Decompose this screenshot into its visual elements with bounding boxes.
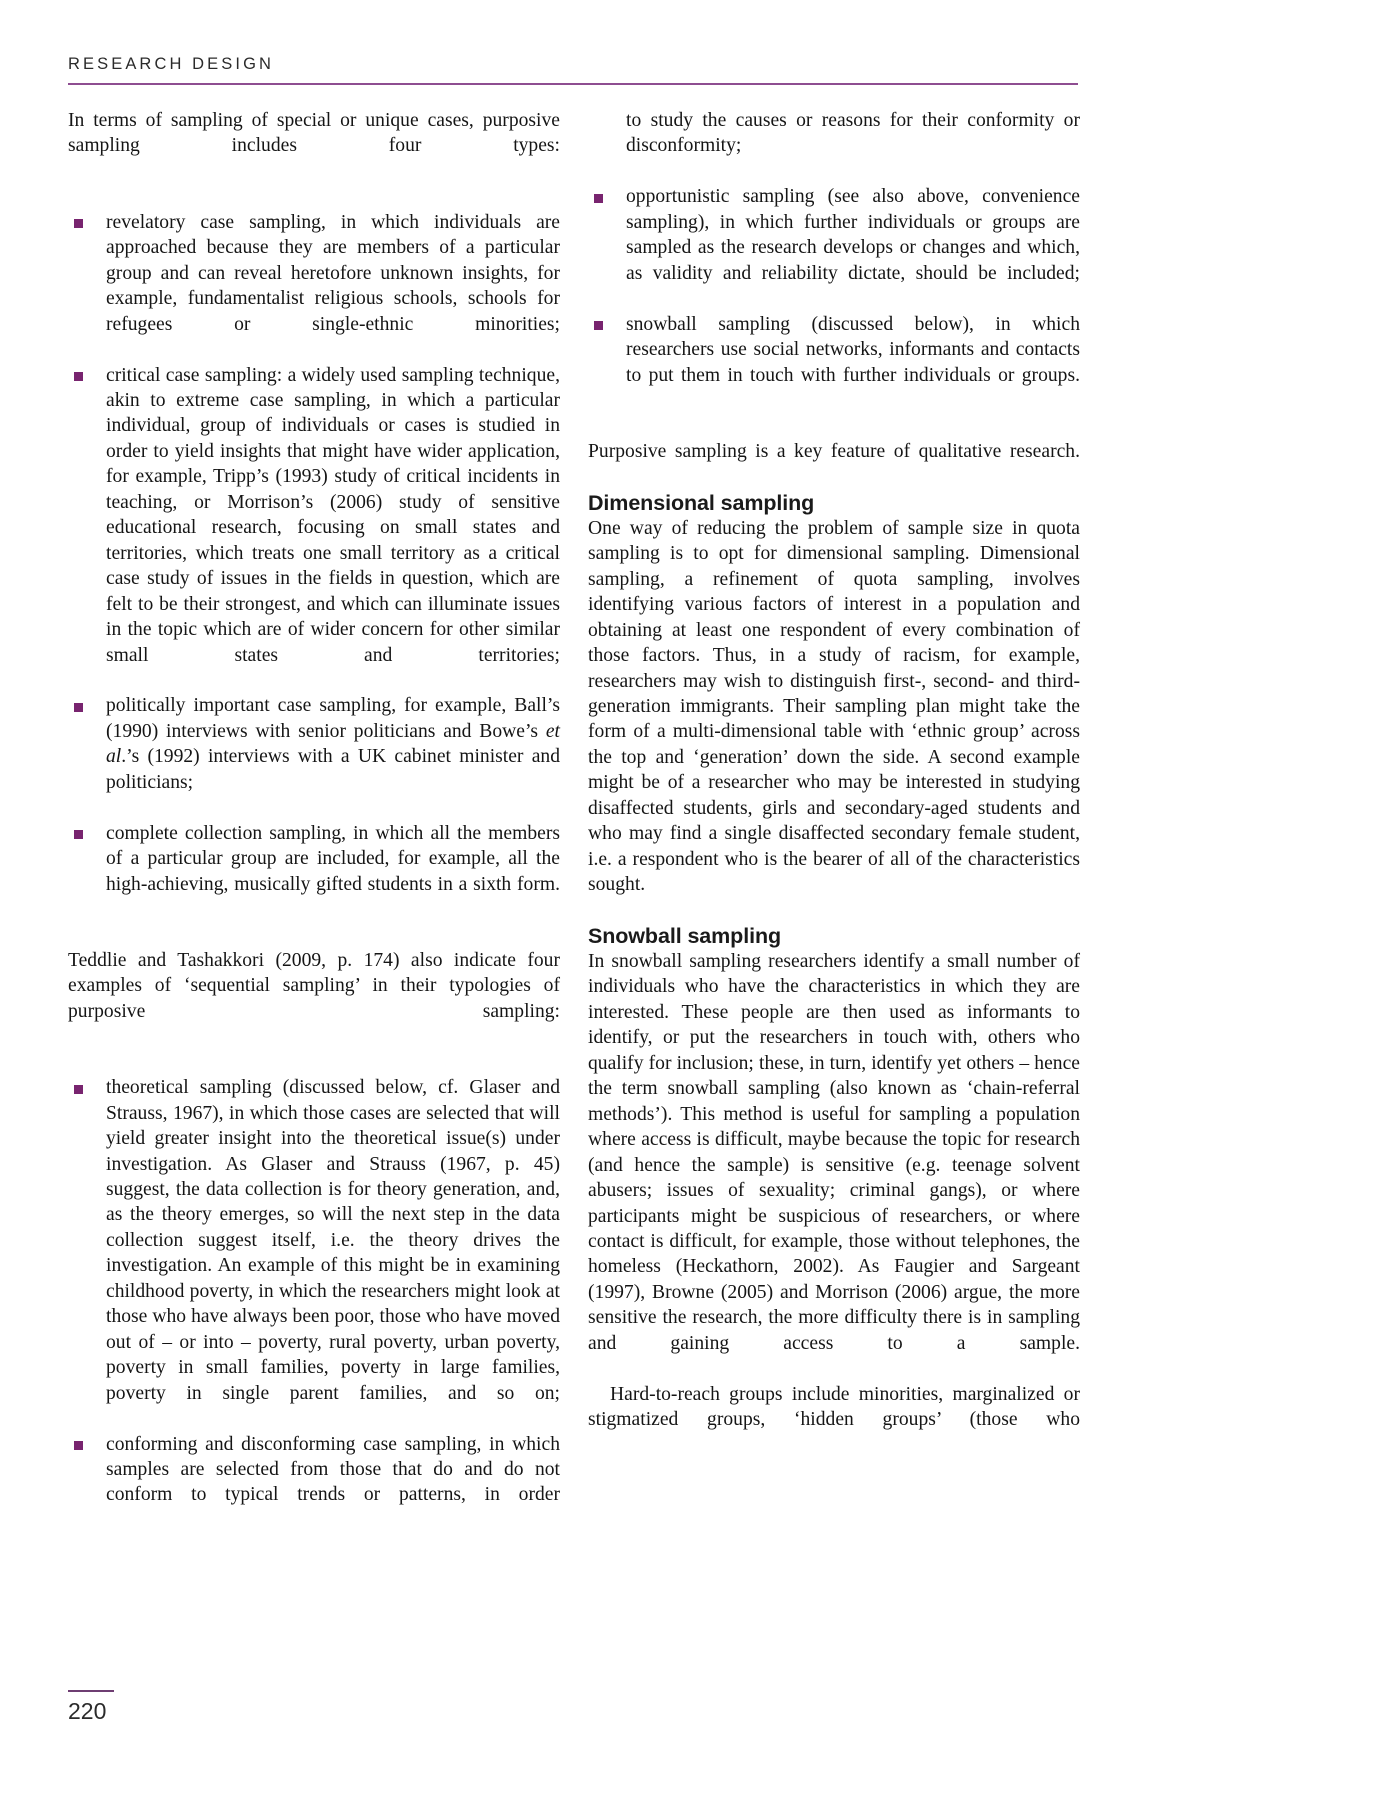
- bullet-square-icon: [74, 219, 83, 228]
- list-item: [68, 1075, 560, 1431]
- list-item-text: critical case sampling: a widely used sampling technique, akin to extreme case sampling, in which a particular individual, group of individuals or cases is studied in order to yield insights that might have wider application, for example, Tripp’s (1993) study of critical incidents in teaching, or Morrison’s (2006) study of sensitive educational research, focusing on small states and territories, which treats one small territory as a critical case study of issues in the fields in question, which are felt to be their strongest, and which can illuminate issues in the topic which are of wider concern for other similar small states and territories;: [106, 364, 560, 666]
- list-item: [588, 312, 1080, 414]
- folio-block: [68, 1690, 114, 1723]
- list-item-text: revelatory case sampling, in which individuals are approached because they are members of a particular group and can reveal heretofore unknown insights, for example, fundamentalist religious schools, schools for refugees or single-ethnic minorities;: [106, 211, 560, 335]
- folio-rule: [68, 1690, 114, 1692]
- list-item: [68, 363, 560, 694]
- list-item-politically-important: [68, 693, 560, 820]
- left-column: [68, 108, 560, 1533]
- list-item-text: snowball sampling (discussed below), in which researchers use social networks, informants and contacts to put them in touch with further individuals or groups.: [626, 313, 1080, 386]
- running-head-rule: [68, 83, 1078, 85]
- list-item-text: conforming and disconforming case sampling, in which samples are selected from those that do and do not conform to typical trends or patterns, in order: [106, 1433, 560, 1506]
- list-item: [588, 184, 1080, 311]
- bullet-square-icon: [74, 703, 83, 712]
- running-head-title: RESEARCH DESIGN: [68, 55, 275, 73]
- sequential-sampling-list: [68, 1075, 560, 1533]
- list-item-text-part1: politically important case sampling, for example, Ball’s (1990) interviews with senior politicians and Bowe’s: [106, 695, 560, 742]
- snowball-paragraph-1: In snowball sampling researchers identify a small number of individuals who have the characteristics in which they are interested. These people are then used as informants to identify, or put the researchers in touch with, others who qualify for inclusion; these, in turn, identify yet others – hence the term snowball sampling (also known as ‘chain-referral methods’). This method is useful for sampling a population where access is difficult, maybe because the topic for research (and hence the sample) is sensitive (e.g. teenage solvent abusers; issues of sexuality; criminal gangs), or where participants might be suspicious of researchers, or where contact is difficult, for example, those without telephones, the homeless (Heckathorn, 2002). As Faugier and Sargeant (1997), Browne (2005) and Morrison (2006) argue, the more sensitive the research, the more difficulty there is in sampling and gaining access to a sample.: [588, 951, 1080, 1354]
- right-column: [588, 108, 1080, 1458]
- intro-paragraph: In terms of sampling of special or unique cases, purposive sampling includes four types:: [68, 110, 560, 157]
- list-item-continued: [588, 108, 1080, 184]
- citation-et-al: et al: [106, 720, 560, 768]
- bullet-square-icon: [74, 1085, 83, 1094]
- bullet-square-icon: [74, 830, 83, 839]
- teddlie-paragraph: Teddlie and Tashakkori (2009, p. 174) also indicate four examples of ‘sequential sampling’ in their typologies of purposive sampling:: [68, 949, 560, 1022]
- running-head-block: [68, 55, 1078, 85]
- list-item: [68, 1432, 560, 1534]
- bullet-square-icon: [74, 1441, 83, 1450]
- continued-list: [588, 108, 1080, 413]
- list-item-text-part2: .’s (1992) interviews with a UK cabinet minister and politicians;: [106, 746, 560, 793]
- page-number: 220: [68, 1697, 107, 1724]
- dimensional-sampling-paragraph: One way of reducing the problem of sample size in quota sampling is to opt for dimensional sampling. Dimensional sampling, a refinement of quota sampling, involves identifying various factors of interest in a population and obtaining at least one respondent of every combination of those factors. Thus, in a study of racism, for example, researchers may wish to distinguish first-, second- and third-generation immigrants. Their sampling plan might take the form of a multi-dimensional table with ‘ethnic group’ across the top and ‘generation’ down the side. A second example might be of a researcher who may be interested in studying disaffected students, girls and secondary-aged students and who may find a single disaffected secondary female student, i.e. a respondent who is the bearer of all of the characteristics sought.: [588, 517, 1080, 896]
- snowball-paragraph-2: Hard-to-reach groups include minorities, marginalized or stigmatized groups, ‘hidden groups’ (those who: [588, 1383, 1080, 1431]
- bullet-square-icon: [594, 321, 603, 330]
- list-item-text: to study the causes or reasons for their conformity or disconformity;: [626, 110, 1080, 157]
- purposive-summary-paragraph: Purposive sampling is a key feature of qualitative research.: [588, 440, 1080, 462]
- list-item-text: opportunistic sampling (see also above, convenience sampling), in which further individuals or groups are sampled as the research develops or changes and which, as validity and reliability dictate, should be included;: [626, 186, 1080, 284]
- heading-dimensional-sampling: Dimensional sampling: [588, 490, 815, 515]
- list-item: [68, 210, 560, 363]
- list-item: [68, 821, 560, 923]
- purposive-types-list: [68, 210, 560, 923]
- list-item-text: theoretical sampling (discussed below, cf. Glaser and Strauss, 1967), in which those cases are selected that will yield greater insight into the theoretical issue(s) under investigation. As Glaser and Strauss (1967, p. 45) suggest, the data collection is for theory generation, and, as the theory emerges, so will the next step in the data collection suggest itself, i.e. the theory drives the investigation. An example of this might be in examining childhood poverty, in which the researchers might look at those who have always been poor, those who have moved out of – or into – poverty, rural poverty, urban poverty, poverty in small families, poverty in large families, poverty in single parent families, and so on;: [106, 1077, 560, 1404]
- bullet-square-icon: [594, 194, 603, 203]
- heading-snowball-sampling: Snowball sampling: [588, 924, 782, 949]
- bullet-square-icon: [74, 372, 83, 381]
- list-item-text: complete collection sampling, in which all the members of a particular group are included, for example, all the high-achieving, musically gifted students in a sixth form.: [106, 822, 560, 895]
